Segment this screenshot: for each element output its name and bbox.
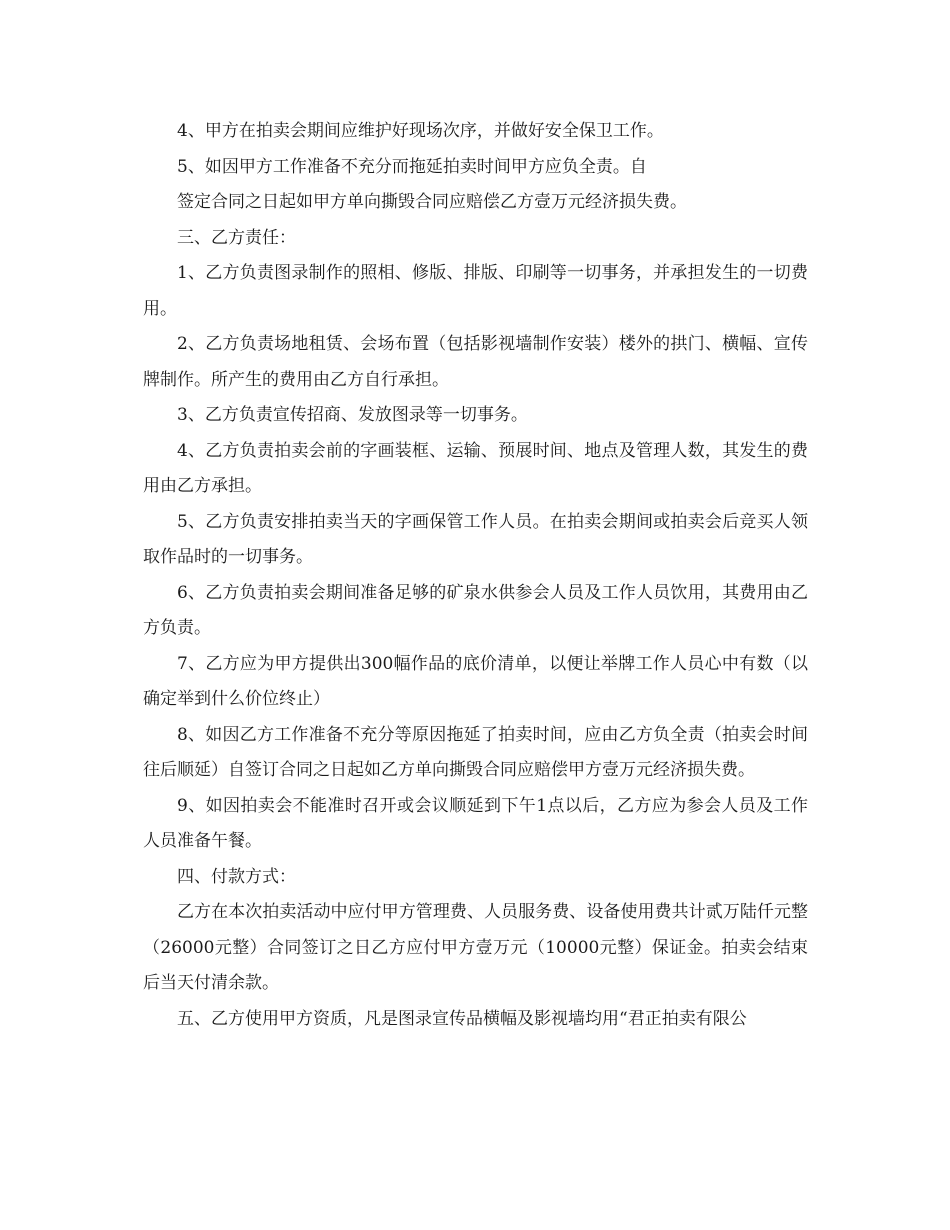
- paragraph-b-item-3: 3、乙方负责宣传招商、发放图录等一切事务。: [177, 405, 528, 425]
- paragraph-b-item-5: 5、乙方负责安排拍卖当天的字画保管工作人员。在拍卖会期间或拍卖会后竞买人领取作品时的一切事务。: [143, 511, 808, 567]
- paragraph-b-item-6: 6、乙方负责拍卖会期间准备足够的矿泉水供参会人员及工作人员饮用，其费用由乙方负责。: [143, 582, 808, 638]
- paragraph-a-item-5-cont: 签定合同之日起如甲方单向撕毁合同应赔偿乙方壹万元经济损失费。: [177, 192, 687, 212]
- paragraph-b-item-4: 4、乙方负责拍卖会前的字画装框、运输、预展时间、地点及管理人数，其发生的费用由乙方承担。: [143, 440, 808, 496]
- paragraph-b-item-2: 2、乙方负责场地租赁、会场布置（包括影视墙制作安装）楼外的拱门、横幅、宣传牌制作。所产生的费用由乙方自行承担。: [143, 334, 808, 390]
- paragraph-b-item-8: 8、如因乙方工作准备不充分等原因拖延了拍卖时间，应由乙方负全责（拍卖会时间往后顺延）自签订合同之日起如乙方单向撕毁合同应赔偿甲方壹万元经济损失费。: [143, 724, 808, 780]
- paragraph-b-item-7: 7、乙方应为甲方提供出300幅作品的底价清单，以便让举牌工作人员心中有数（以确定举到什么价位终止）: [143, 653, 808, 709]
- paragraph-payment-text: 乙方在本次拍卖活动中应付甲方管理费、人员服务费、设备使用费共计贰万陆仟元整（26000元整）合同签订之日乙方应付甲方壹万元（10000元整）保证金。拍卖会结束后当天付清余款。: [143, 902, 808, 993]
- paragraph-a-item-4: 4、甲方在拍卖会期间应维护好现场次序，并做好安全保卫工作。: [177, 121, 664, 141]
- paragraph-section-5-text: 五、乙方使用甲方资质，凡是图录宣传品横幅及影视墙均用“君正拍卖有限公: [177, 1008, 747, 1029]
- document-body: [143, 114, 808, 1037]
- paragraph-b-item-9: 9、如因拍卖会不能准时召开或会议顺延到下午1点以后，乙方应为参会人员及工作人员准备午餐。: [143, 795, 808, 851]
- paragraph-section-4-heading: 四、付款方式：: [177, 866, 296, 887]
- paragraph-section-3-heading: 三、乙方责任：: [177, 227, 296, 248]
- paragraph-a-item-5: 5、如因甲方工作准备不充分而拖延拍卖时间甲方应负全责。自: [177, 156, 647, 177]
- paragraph-b-item-1: 1、乙方负责图录制作的照相、修版、排版、印刷等一切事务，并承担发生的一切费用。: [143, 263, 808, 319]
